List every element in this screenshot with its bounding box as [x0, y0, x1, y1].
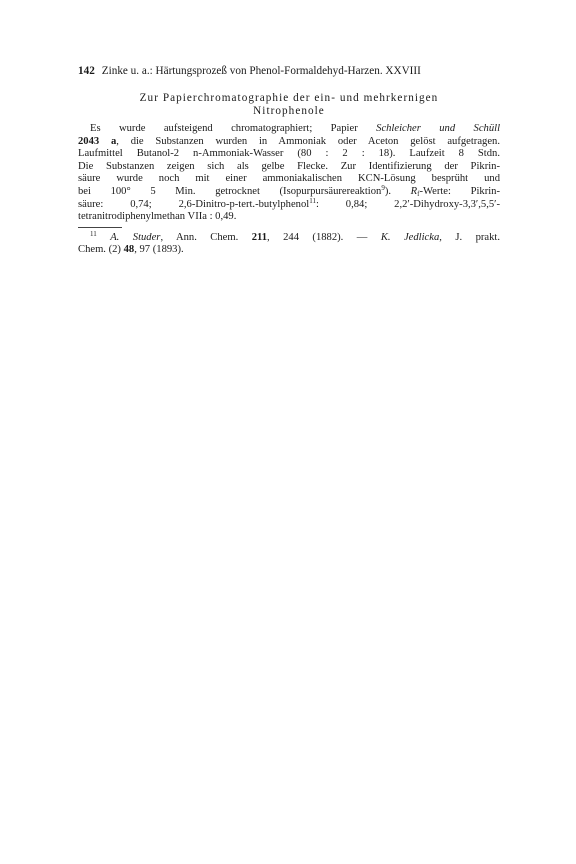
- paragraph-line-4: Die Substanzen zeigen sich als gelbe Flecke. Zur Identifizierung der Pikrin-: [78, 160, 500, 172]
- footnote-line-1: [78, 229, 500, 245]
- text-run: : 0,84; 2,2′-Dihydroxy-3,3′,5,5′-: [315, 198, 500, 210]
- section-heading: [78, 92, 500, 117]
- paragraph-line-3: Laufmittel Butanol-2 n-Ammoniak-Wasser (80 : 2 : 18). Laufzeit 8 Stdn.: [78, 148, 500, 160]
- running-title: Zinke u. a.: Härtungsprozeß von Phenol-Formaldehyd-Harzen. XXVIII: [101, 65, 421, 77]
- paragraph-line-1: [78, 123, 500, 136]
- footnote-reference: 9: [381, 183, 385, 192]
- section-heading-line-1: Zur Papierchromatographie der ein- und mehrkernigen: [139, 92, 439, 104]
- paragraph-line-8: tetranitrodiphenylmethan VIIa : 0,49.: [78, 211, 237, 223]
- text-run: , 97 (1893).: [134, 244, 184, 256]
- text-run: ).: [384, 185, 411, 197]
- page-number: 142: [78, 65, 95, 77]
- paragraph-line-2: [78, 136, 500, 149]
- document-page: [78, 64, 500, 257]
- paragraph-line-7: [78, 196, 500, 212]
- text-run: , die Substanzen wurden in Ammoniak oder Aceton gelöst aufgetragen.: [116, 135, 500, 147]
- supplier-name: Schleicher und Schüll: [376, 123, 501, 134]
- text-run: Es wurde aufsteigend chromatographiert; Papier: [90, 123, 377, 134]
- text-run: säure: 0,74; 2,6-Dinitro-p-tert.-butylphenol: [78, 198, 310, 210]
- text-run: Chem. (2): [78, 244, 124, 256]
- paragraph-line-6: [78, 183, 501, 199]
- footnote-reference: 11: [309, 196, 316, 205]
- footnote-author: A. Studer: [110, 231, 161, 243]
- text-run: -Werte: Pikrin-: [419, 185, 501, 197]
- running-header: [78, 64, 500, 78]
- footnote-marker: 11: [90, 229, 97, 238]
- rf-subscript: f: [417, 189, 420, 198]
- footnote-divider: [78, 227, 122, 228]
- text-run: , 244 (1882). —: [267, 231, 381, 243]
- body-paragraph: [78, 123, 500, 224]
- section-heading-line-2: Nitrophenole: [253, 104, 325, 117]
- rf-symbol: R: [410, 185, 418, 197]
- text-run: bei 100° 5 Min. getrocknet (Isopurpursäurereaktion: [78, 185, 382, 197]
- paragraph-line-5: säure wurde noch mit einer ammoniakalischen KCN-Lösung besprüht und: [78, 173, 500, 185]
- volume-number: 48: [123, 244, 135, 256]
- text-run: , J. prakt.: [439, 231, 500, 243]
- text-run: , Ann. Chem.: [160, 231, 252, 243]
- paper-grade: 2043 a: [78, 135, 117, 147]
- footnote-line-2: [78, 244, 500, 257]
- footnote: [78, 229, 500, 257]
- footnote-author: K. Jedlicka: [380, 231, 440, 243]
- volume-number: 211: [251, 231, 267, 243]
